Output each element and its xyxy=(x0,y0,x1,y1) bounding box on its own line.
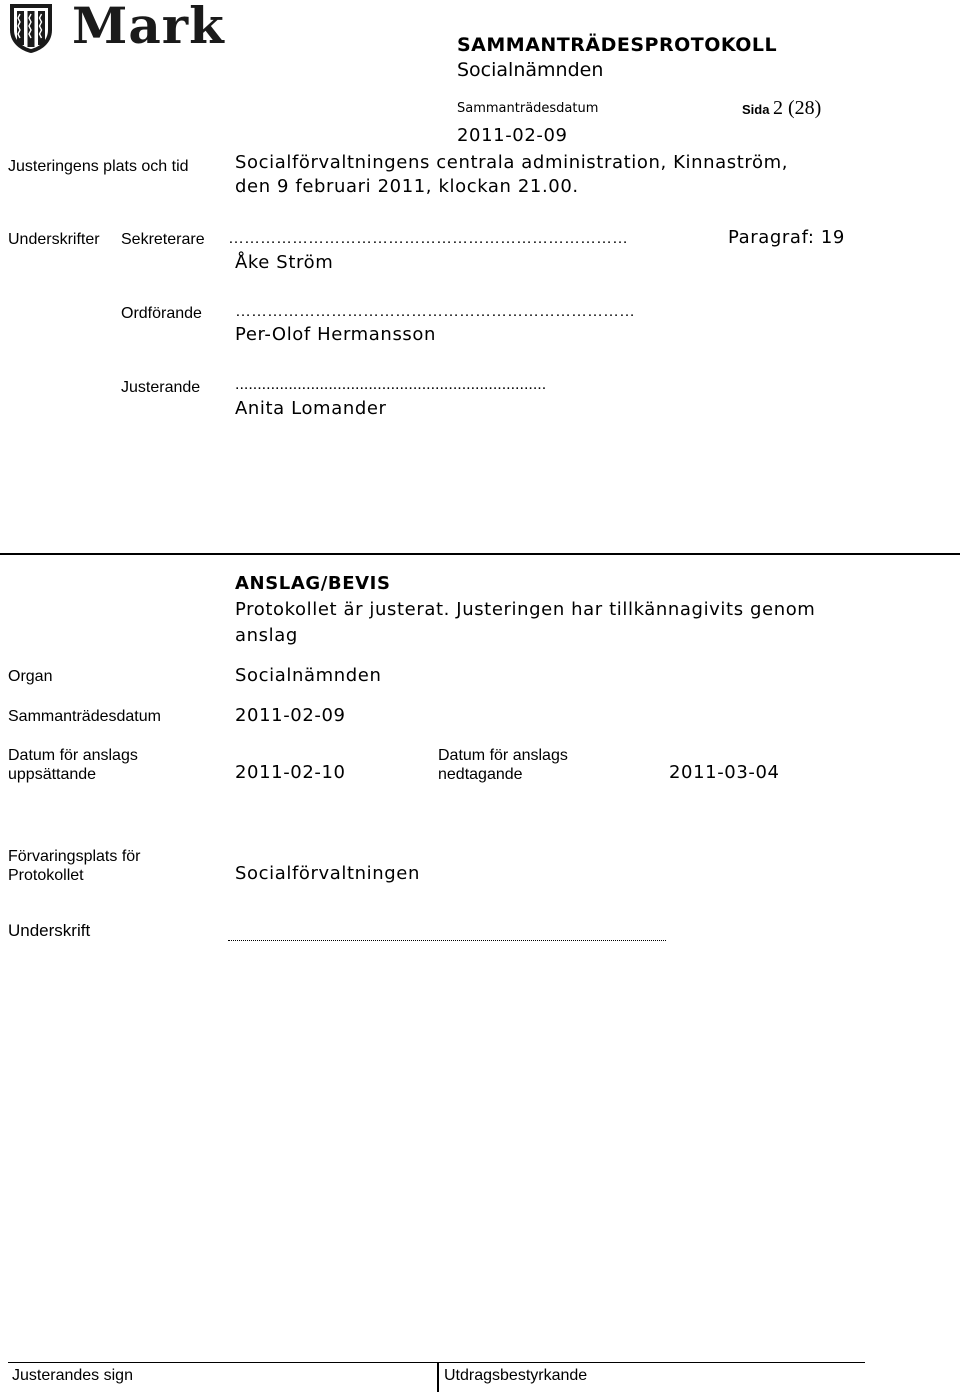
logo xyxy=(8,0,225,55)
notice-text-line2: anslag xyxy=(235,625,298,646)
organ-label: Organ xyxy=(8,668,53,685)
page-total: (28) xyxy=(788,97,822,119)
secretary-label: Sekreterare xyxy=(121,231,205,248)
notice-title: ANSLAG/BEVIS xyxy=(235,573,391,594)
signatures-label: Underskrifter xyxy=(8,231,100,248)
paragraph-number: Paragraf: 19 xyxy=(728,227,845,248)
notice-text-line1: Protokollet är justerat. Justeringen har tillkännagivits genom xyxy=(235,599,816,620)
adjuster-label: Justerande xyxy=(121,379,201,396)
removed-date-label-2: nedtagande xyxy=(438,766,523,783)
adjustment-place-line1: Socialförvaltningens centrala administration, Kinnaström, xyxy=(235,152,789,173)
logo-wordmark: Mark xyxy=(72,0,225,55)
header-date-label: Sammanträdesdatum xyxy=(457,101,599,116)
page-number: 2 xyxy=(773,97,783,119)
storage-label-1: Förvaringsplats för xyxy=(8,848,141,865)
signature-line xyxy=(228,940,666,941)
adjuster-sign-label: Justerandes sign xyxy=(12,1367,133,1384)
storage-label-2: Protokollet xyxy=(8,867,84,884)
municipal-crest-icon xyxy=(8,2,54,54)
signature-label: Underskrift xyxy=(8,921,91,940)
adjustment-place-line2: den 9 februari 2011, klockan 21.00. xyxy=(235,176,579,197)
secretary-name: Åke Ström xyxy=(235,252,334,273)
chair-label: Ordförande xyxy=(121,305,202,322)
page-label: Sida xyxy=(742,102,770,117)
posted-date-label-2: uppsättande xyxy=(8,766,97,783)
chair-name: Per-Olof Hermansson xyxy=(235,324,437,345)
posted-date-value: 2011-02-10 xyxy=(235,762,346,783)
extract-certification-label: Utdragsbestyrkande xyxy=(444,1367,588,1384)
header-organ: Socialnämnden xyxy=(457,59,604,81)
meeting-date-value: 2011-02-09 xyxy=(235,705,346,726)
document-title: SAMMANTRÄDESPROTOKOLL xyxy=(457,34,778,56)
adjustment-place-label: Justeringens plats och tid xyxy=(8,158,189,175)
organ-value: Socialnämnden xyxy=(235,665,382,686)
secretary-signature-line: ………………………………………………………………… xyxy=(228,230,628,247)
adjuster-name: Anita Lomander xyxy=(235,398,387,419)
removed-date-value: 2011-03-04 xyxy=(669,762,780,783)
chair-signature-line: ………………………………………………………………… xyxy=(235,303,635,320)
storage-value: Socialförvaltningen xyxy=(235,863,420,884)
meeting-date-label: Sammanträdesdatum xyxy=(8,708,161,725)
adjuster-signature-line: ...................................................................... xyxy=(235,376,547,393)
removed-date-label-1: Datum för anslags xyxy=(438,747,568,764)
footer-separator xyxy=(437,1362,439,1392)
posted-date-label-1: Datum för anslags xyxy=(8,747,138,764)
header-date: 2011-02-09 xyxy=(457,125,568,146)
section-divider xyxy=(0,553,960,555)
